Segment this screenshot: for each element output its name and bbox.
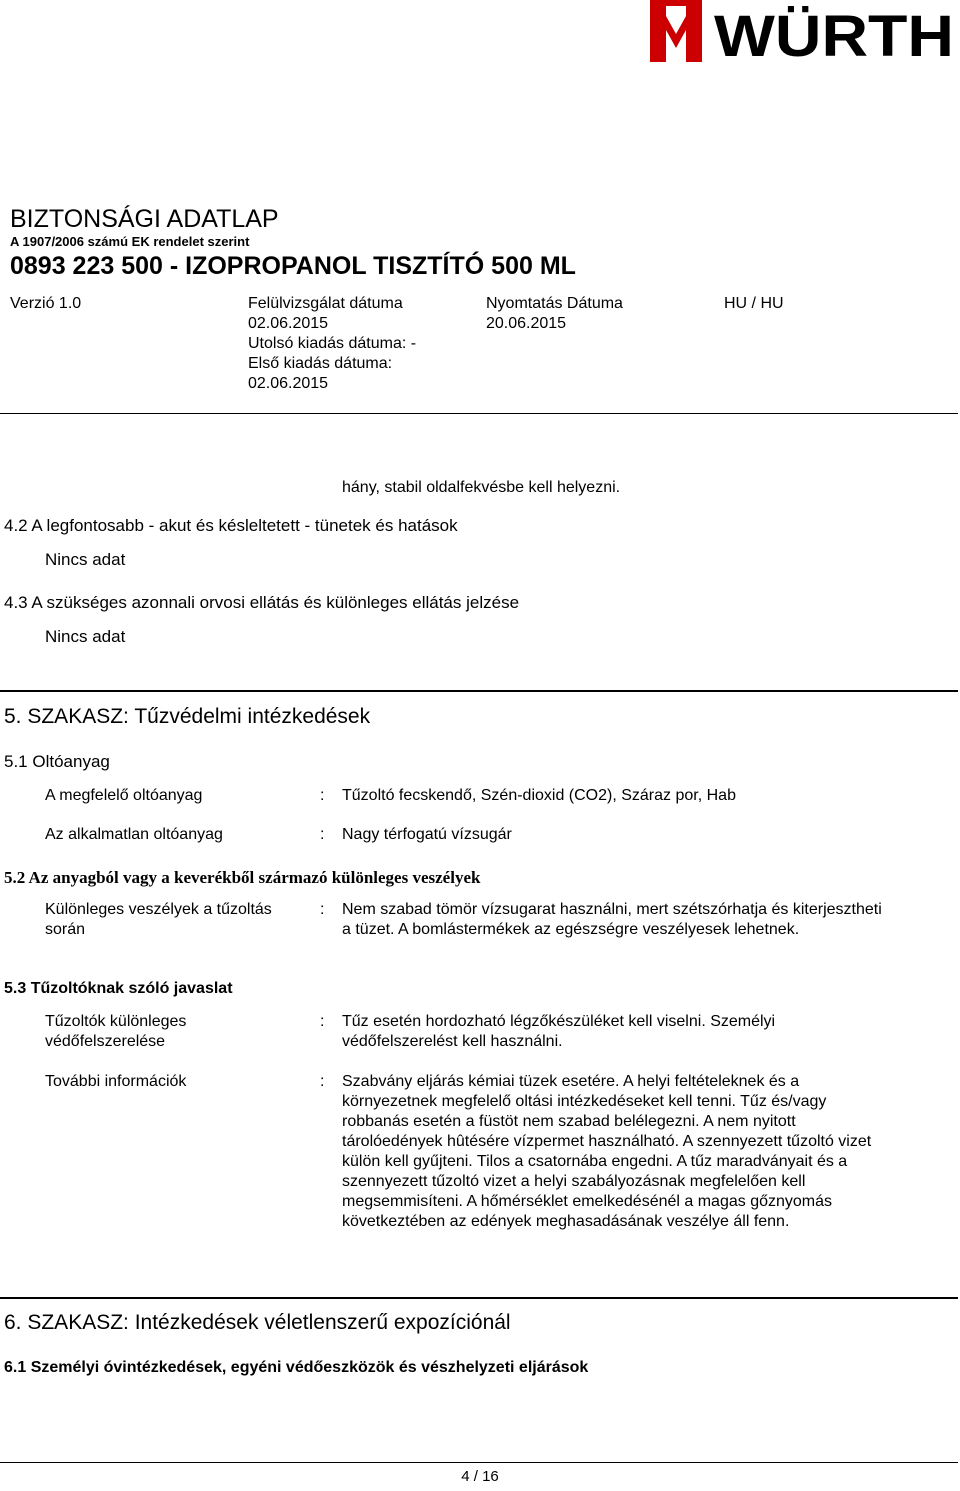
print-label: Nyomtatás Dátuma — [486, 295, 623, 312]
header-divider — [0, 413, 958, 414]
protective-equipment-label-line1: Tűzoltók különleges — [45, 1013, 187, 1030]
colon: : — [320, 826, 325, 843]
further-info-label: További információk — [45, 1073, 187, 1090]
last-issue: Utolsó kiadás dátuma: - — [248, 335, 417, 352]
regulation-subtitle: A 1907/2006 számú EK rendelet szerint — [10, 234, 250, 249]
footer-divider — [0, 1462, 958, 1463]
section-4-3-text: Nincs adat — [45, 627, 126, 646]
print-date: 20.06.2015 — [486, 315, 567, 332]
suitable-media-value: Tűzoltó fecskendő, Szén-dioxid (CO2), Száraz por, Hab — [342, 787, 736, 804]
section-4-2-heading: 4.2 A legfontosabb - akut és késleltetett - tünetek és hatások — [4, 516, 458, 535]
colon: : — [320, 1013, 325, 1030]
wurth-logo-graphic — [648, 0, 958, 66]
section-4-3-heading: 4.3 A szükséges azonnali orvosi ellátás és különleges ellátás jelzése — [4, 593, 520, 612]
special-hazards-label-line2: során — [45, 921, 86, 938]
first-issue-date: 02.06.2015 — [248, 375, 329, 392]
colon: : — [320, 1073, 325, 1090]
section-5-3-heading: 5.3 Tűzoltóknak szóló javaslat — [4, 980, 233, 997]
colon: : — [320, 901, 325, 918]
section-6-heading: 6. SZAKASZ: Intézkedések véletlenszerű expozíciónál — [4, 1311, 511, 1334]
protective-equipment-label — [45, 1012, 186, 1052]
document-title: BIZTONSÁGI ADATLAP — [10, 205, 279, 233]
print-block — [486, 294, 623, 334]
unsuitable-media-label: Az alkalmatlan oltóanyag — [45, 826, 223, 843]
product-title: 0893 223 500 - IZOPROPANOL TISZTÍTÓ 500 ML — [10, 252, 576, 280]
svg-text:WÜRTH: WÜRTH — [714, 4, 954, 66]
revision-label: Felülvizsgálat dátuma — [248, 295, 403, 312]
suitable-media-label: A megfelelő oltóanyag — [45, 787, 203, 804]
section-5-divider — [0, 690, 958, 692]
section-6-1-heading: 6.1 Személyi óvintézkedések, egyéni védőeszközök és vészhelyzeti eljárások — [4, 1359, 589, 1376]
revision-date: 02.06.2015 — [248, 315, 329, 332]
continuation-text: hány, stabil oldalfekvésbe kell helyezni. — [342, 479, 621, 496]
revision-block — [248, 294, 416, 394]
protective-equipment-label-line2: védőfelszerelése — [45, 1033, 166, 1050]
first-issue-label: Első kiadás dátuma: — [248, 355, 393, 372]
special-hazards-label-line1: Különleges veszélyek a tűzoltás — [45, 901, 272, 918]
section-6-divider — [0, 1297, 958, 1299]
version: Verzió 1.0 — [10, 295, 82, 312]
language: HU / HU — [724, 295, 784, 312]
section-5-heading: 5. SZAKASZ: Tűzvédelmi intézkedések — [4, 705, 371, 728]
unsuitable-media-value: Nagy térfogatú vízsugár — [342, 826, 512, 843]
section-5-1-heading: 5.1 Oltóanyag — [4, 752, 110, 771]
protective-equipment-value: Tűz esetén hordozható légzőkészüléket kell viselni. Személyi védőfelszerelést kell használni. — [342, 1013, 776, 1050]
special-hazards-label — [45, 900, 272, 940]
wurth-logo — [648, 0, 958, 66]
further-info-value: Szabvány eljárás kémiai tüzek esetére. A helyi feltételeknek és a környezetnek megfelelő oltási intézkedéseket kell tenni. Tűz és/vagy robbanás esetén a füstöt nem szabad belélegezni. A nem nyitott tárolóedények hûtésére vízpermet használható. A szennyezett tűzoltó vizet külön kell gyűjteni. Tilos a csatornába engedni. A tűz maradványait és a szennyezett tűzoltó vizet a helyi szabályozásnak megfelelően kell megsemmisíteni. A hőmérséklet emelkedésénél a magas gőznyomás következtében az edények meghasadásának veszélye áll fenn. — [342, 1073, 872, 1230]
colon: : — [320, 787, 325, 804]
section-4-2-text: Nincs adat — [45, 550, 126, 569]
page-number: 4 / 16 — [461, 1468, 499, 1485]
section-5-2-heading: 5.2 Az anyagból vagy a keverékből származó különleges veszélyek — [4, 868, 481, 887]
special-hazards-value: Nem szabad tömör vízsugarat használni, mert szétszórhatja és kiterjesztheti a tüzet. A bomlástermékek az egészségre veszélyesek lehetnek. — [342, 901, 882, 938]
